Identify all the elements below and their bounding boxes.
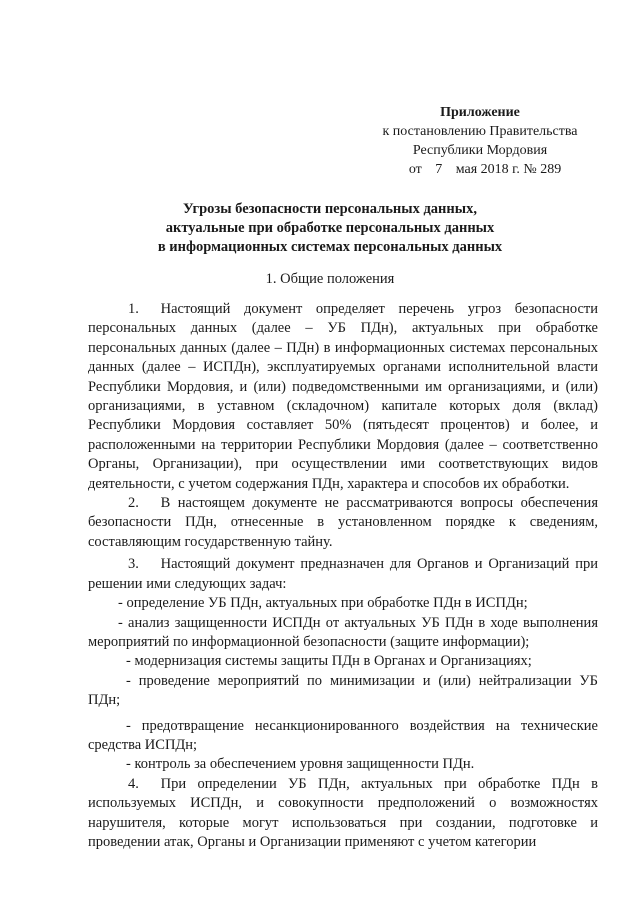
section-heading: 1. Общие положения [265, 271, 395, 287]
appendix-line-2: Республики Мордовия [412, 143, 548, 158]
list-item-5: - предотвращение несанкционированного воздействия на технические средства ИСПДн; [88, 717, 598, 753]
appendix-date [360, 160, 600, 179]
paragraph-1: 1. Настоящий документ определяет перечень угроз безопасности персональных данных (далее – УБ ПДн), актуальных при обработке персональных данных (далее – ПДн) в информационных системах персональных данных (далее – ИСПДн), эксплуатируемых органами исполнительной власти Республики Мордовия, и (или) подведомственными им организациями, и (или) организациями, в уставном (складочном) капитале которых доля (вклад) Республики Мордовия составляет 50% (пятьдесят процентов) и более, и расположенными на территории Республики Мордовия (далее – соответственно Органы, Организации), при осуществлении ими соответствующих видов деятельности, с учетом содержания ПДн, характера и способов их обработки. [88, 301, 598, 492]
date-prefix: от [408, 162, 422, 177]
title-line-2: актуальные при обработке персональных данных [165, 220, 495, 236]
title-line-1: Угрозы безопасности персональных данных, [183, 201, 477, 217]
date-rest: мая 2018 г. № 289 [455, 162, 562, 177]
document-title [90, 200, 570, 257]
title-line-3: в информационных системах персональных данных [157, 239, 503, 255]
paragraph-2: 2. В настоящем документе не рассматриваются вопросы обеспечения безопасности ПДн, отнесенные в установленном порядке к сведениям, составляющим государственную тайну. [88, 495, 598, 550]
paragraph-3: 3. Настоящий документ предназначен для Органов и Организаций при решении ими следующих задач: [88, 556, 598, 592]
list-item-2: - анализ защищенности ИСПДн от актуальных УБ ПДн в ходе выполнения мероприятий по информационной безопасности (защите информации); [88, 614, 598, 650]
list-item-6: - контроль за обеспечением уровня защищенности ПДн. [126, 756, 475, 773]
appendix-block [360, 103, 600, 179]
list-item-3: - модернизация системы защиты ПДн в Органах и Организациях; [126, 653, 532, 670]
list-item-4: - проведение мероприятий по минимизации и (или) нейтрализации УБ ПДн; [88, 672, 598, 709]
date-day: 7 [435, 162, 443, 177]
document-body [88, 300, 598, 852]
list-item-1: - определение УБ ПДн, актуальных при обработке ПДн в ИСПДн; [118, 595, 528, 612]
appendix-line-1: к постановлению Правительства [382, 124, 578, 139]
paragraph-4: 4. При определении УБ ПДн, актуальных при обработке ПДн в используемых ИСПДн, и совокупности предположений о возможностях нарушителя, которые могут использоваться при создании, подготовке и проведении атак, Органы и Организации применяют с учетом категории [88, 775, 598, 850]
appendix-title: Приложение [440, 105, 520, 120]
